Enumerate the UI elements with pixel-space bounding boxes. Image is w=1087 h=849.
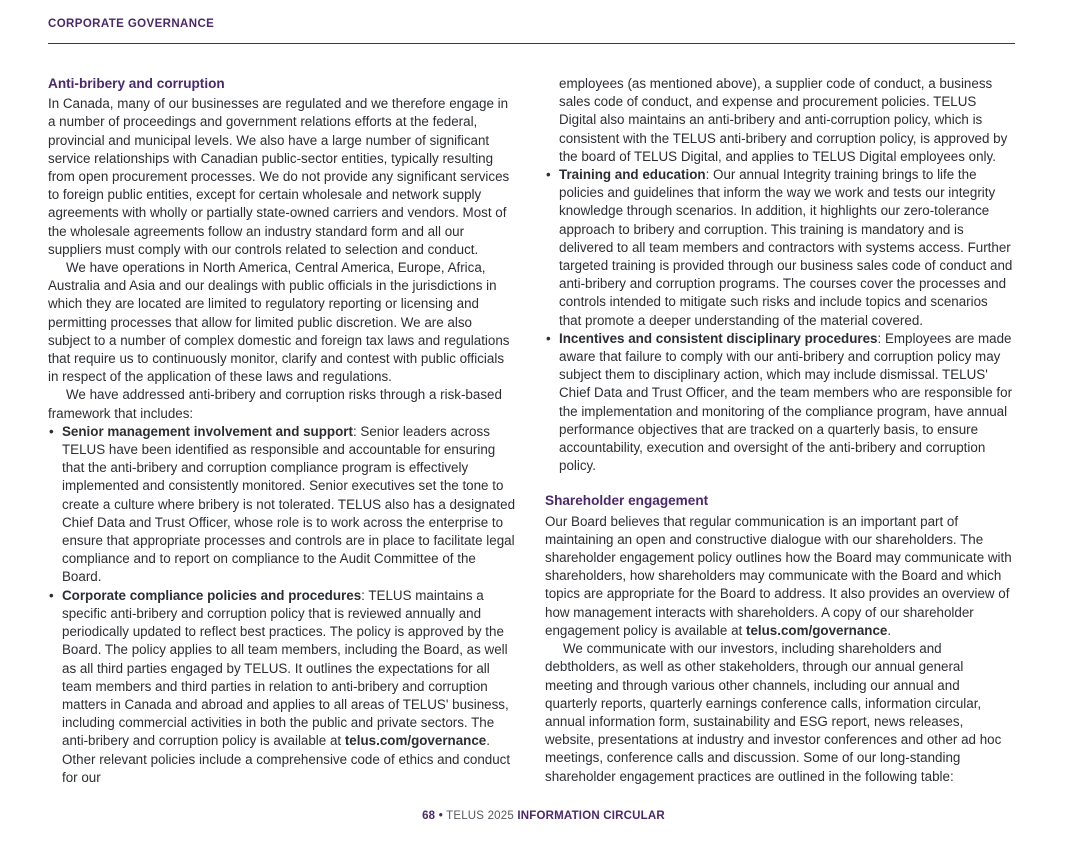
bullet-separator: : xyxy=(705,167,714,183)
bullet-separator: : xyxy=(352,423,361,439)
list-item xyxy=(545,330,1013,476)
paragraph-text: . xyxy=(887,622,892,638)
framework-bullet-list-continued xyxy=(545,166,1013,475)
bullet-label: Senior management involvement and support xyxy=(62,423,353,439)
page-number: 68 xyxy=(422,810,436,822)
two-column-body xyxy=(0,75,1087,787)
right-column xyxy=(545,75,1013,787)
bullet-separator: : xyxy=(877,330,885,346)
list-item xyxy=(48,423,516,587)
heading-shareholder-engagement: Shareholder engagement xyxy=(545,493,709,509)
header-rule xyxy=(48,43,1015,44)
paragraph: In Canada, many of our businesses are regulated and we therefore engage in a number of proceedings and government relations efforts at the federal, provincial and municipal levels. We also have a large number of significant service relationships with Canadian public-sector entities, typically resulting from open procurement processes. We do not provide any significant services to foreign public entities, except for certain wholesale and network supply agreements with wholly or partially state-owned carriers and vendors. Most of the wholesale agreements follow an industry standard form and all our suppliers must comply with our controls related to selection and conduct. xyxy=(48,96,510,257)
bullet-separator: : xyxy=(361,587,369,603)
page-header xyxy=(0,0,1087,44)
heading-anti-bribery: Anti-bribery and corruption xyxy=(48,76,225,91)
bullet-label: Corporate compliance policies and procedures xyxy=(62,587,362,603)
paragraph: We have addressed anti-bribery and corruption risks through a risk-based framework that includes: xyxy=(48,387,502,421)
framework-bullet-list xyxy=(48,423,516,787)
bullet-text: Employees are made aware that failure to comply with our anti-bribery and corruption policy may subject them to disciplinary action, which may include dismissal. TELUS' Chief Data and Trust Officer, and the team members who are responsible for the implementation and monitoring of the compliance program, have annual performance objectives that are tracked on a quarterly basis, to ensure accountability, execution and oversight of the anti-bribery and corruption policy. xyxy=(559,330,1013,474)
footer-doc-name: TELUS 2025 xyxy=(446,810,514,822)
footer-bullet-separator: • xyxy=(438,810,443,822)
section-label: CORPORATE GOVERNANCE xyxy=(48,18,215,30)
paragraph: We communicate with our investors, including shareholders and debtholders, as well as other stakeholders, through our annual general meeting and through various other channels, including our annual and quarterly reports, quarterly earnings conference calls, information circular, annual information form, sustainability and ESG report, news releases, website, presentations at industry and investor conferences and other ad hoc meetings, conference calls and discussion. Some of our long-standing shareholder engagement practices are outlined in the following table: xyxy=(545,641,1002,784)
footer-doc-title: INFORMATION CIRCULAR xyxy=(517,810,665,822)
bullet-text: Senior leaders across TELUS have been identified as responsible and accountable for ensuring that the anti-bribery and corruption compliance program is effectively implemented and consistently monitored. Senior executives set the tone to create a culture where bribery is not tolerated. TELUS also has a designated Chief Data and Trust Officer, whose role is to work across the enterprise to ensure that appropriate processes and controls are in place to facilitate legal compliance and to report on compliance to the Audit Committee of the Board. xyxy=(62,423,516,585)
bullet-text: . Other relevant policies include a comprehensive code of ethics and conduct for our xyxy=(62,733,511,785)
bullet-continuation: employees (as mentioned above), a supplier code of conduct, a business sales code of conduct, and expense and procurement policies. TELUS Digital also maintains an anti-bribery and anti-corruption policy, which is consistent with the TELUS anti-bribery and corruption policy, is approved by the board of TELUS Digital, and applies to TELUS Digital employees only. xyxy=(559,76,1008,164)
paragraph-text: Our Board believes that regular communication is an important part of maintaining an open and constructive dialogue with our shareholders. The shareholder engagement policy outlines how the Board may communicate with shareholders, how shareholders may communicate with the Board and which topics are appropriate for the Board to address. It also provides an overview of how management interacts with shareholders. A copy of our shareholder engagement policy is available at xyxy=(545,513,1012,638)
governance-link[interactable]: telus.com/governance xyxy=(344,733,487,749)
bullet-text: Our annual Integrity training brings to life the policies and guidelines that inform the way we work and tests our integrity knowledge through scenarios. In addition, it highlights our zero-tolerance approach to bribery and corruption. This training is mandatory and is delivered to all team members and contractors with systems access. Further targeted training is provided through our business sales code of conduct and anti-bribery and corruption programs. The courses cover the processes and controls intended to mitigate such risks and include topics and scenarios that promote a deeper understanding of the material covered. xyxy=(559,167,1013,328)
left-column xyxy=(48,75,516,787)
paragraph: We have operations in North America, Central America, Europe, Africa, Australia and Asia and our dealings with public officials in the jurisdictions in which they are located are limited to regulatory reporting or licensing and permitting processes that allow for limited public discretion. We are also subject to a number of complex domestic and foreign tax laws and regulations that require us to continuously monitor, clarify and contest with public officials in respect of the application of these laws and regulations. xyxy=(48,260,510,385)
paragraph xyxy=(545,513,1013,640)
page-footer xyxy=(0,810,1087,822)
list-item xyxy=(545,166,1013,330)
governance-link[interactable]: telus.com/governance xyxy=(745,622,888,638)
bullet-label: Training and education xyxy=(559,167,706,183)
bullet-text: TELUS maintains a specific anti-bribery and corruption policy that is reviewed annually and periodically updated to reflect best practices. The policy is approved by the Board. The policy applies to all team members, including the Board, as well as all third parties engaged by TELUS. It outlines the expectations for all team members and third parties in relation to anti-bribery and corruption matters in Canada and abroad and applies to all areas of TELUS' business, including commercial activities in both the public and private sectors. The anti-bribery and corruption policy is available at xyxy=(62,587,509,749)
bullet-label: Incentives and consistent disciplinary procedures xyxy=(559,330,878,346)
list-item xyxy=(48,587,516,787)
